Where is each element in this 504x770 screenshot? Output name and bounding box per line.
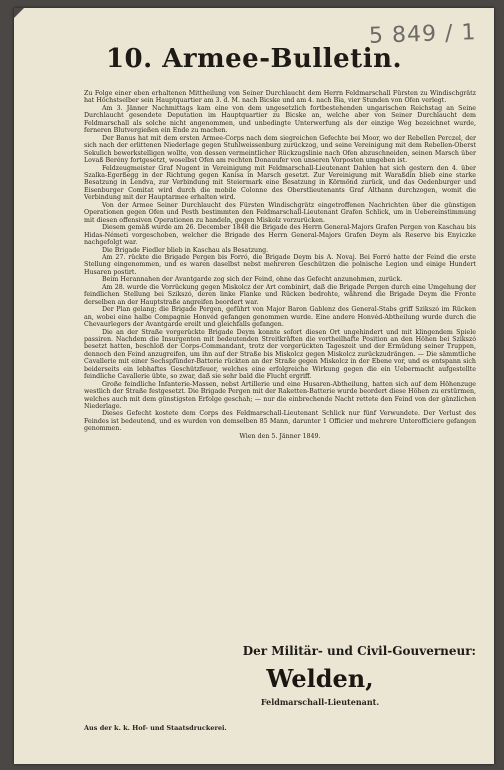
archive-mark: 5 849 / 1 (368, 20, 477, 49)
paragraph: Feldzeugmeister Graf Nugent in Vereinigung mit Feldmarschall-Lieutenant Dahlen hat sich gestern den 4. über Szalka-Egerßegg in der Richtung gegen Kanisa in Marsch gesetzt. Zur Vereinigung mit Waraßdin blieb eine starke Besatzung in Lendva, zur Verbindung mit Steiermark eine Besatzung in Körmönd zurück, und das Oedenburger und Eisenburger Comitat wird durch die mobile Colonne des Oberstlieutenants Graf Althann durchzogen, womit die Verbindung mit der Hauptarmee erhalten wird. (84, 164, 476, 202)
paragraph: Die Brigade Fiedler blieb in Kaschau als Besatzung. (102, 246, 269, 254)
signer-name: Welden, (266, 664, 374, 693)
bulletin-title: 10. Armee-Bulletin. (105, 44, 403, 74)
paragraph: Der Banus hat mit dem ersten Armee-Corps nach dem siegreichen Gefechte bei Moor, wo der Rebellen Perczel, der sich nach der erlittenen Niederlage gegen Stuhlweissenburg zurückzog, und seine Vereinigung mit dem Rebellen-Oberst Sekulich bewerkstelligen wollte, von dessen vermeintlicher Rückzugslinie nach Ofen abzuschneiden, seinen Marsch über Lovaß Berény fortgesetzt, woselbst Ofen am rechten Donauufer von unseren Vorposten umgeben ist. (84, 134, 476, 165)
paragraph: Beim Herannahen der Avantgarde zog sich der Feind, ohne das Gefecht anzunehmen, zurück. (102, 276, 403, 284)
date-line: Wien den 5. Jänner 1849. (239, 432, 321, 440)
paragraph: Dieses Gefecht kostete dem Corps des Feldmarschall-Lieutenant Schlick nur fünf Verwundete. Der Verlust des Feindes ist bedeutend, und es wurden von demselben 85 Mann, darunter 1 Officier und mehrere Unterofficiere gefangen genommen. (84, 410, 476, 433)
paragraph: Zu Folge einer eben erhaltenen Mittheilung von Seiner Durchlaucht dem Herrn Feldmarschall Fürsten zu Windischgrätz hat Höchstselber sein Hauptquartier am 3. d. M. nach Bicske und am 4. nach Bia, vier Stunden von Ofen verlegt. (84, 90, 476, 105)
paragraph: Am 3. Jänner Nachmittags kam eine von dem ungesetzlich fortbestehenden ungarischen Reichstag an Seine Durchlaucht gesendete Deputation im Hauptquartier zu Bicske an, welche aber von Seiner Durchlaucht dem Feldmarschall als solche nicht angenommen, und unbedingte Unterwerfung als der einzige Weg bezeichnet wurde, ferneren Blutvergießen ein Ende zu machen. (84, 104, 476, 135)
paragraph: Die an der Straße vorgerückte Brigade Deym konnte sofort diesen Ort ungehindert und mit klingendem Spiele passiren. Nachdem die Insurgenten mit bedeutenden Streitkräften die vortheilhafte Position an den Höhen bei Szikszó besetzt hatten, beschloß der Corps-Commandant, trotz der vorgerückten Tageszeit und der Ermüdung seiner Truppen, dennoch den Feind anzugreifen, um ihn auf der Straße bis Miskolcz gegen Miskolcz zurückzudrängen. — Die sämmtliche Cavallerie mit einer Sechspfünder-Batterie rückten an der Straße gegen Miskolcz in der Ebene vor, und es entspann sich beiderseits ein lebhaftes Geschützfeuer, welches eine erfolgreiche Wirkung gegen die ein Uebermacht aufgestellte feindliche Cavallerie übte, so zwar, daß sie sehr bald die Flucht ergriff. (84, 328, 476, 381)
paragraph: Diesem gemäß wurde am 26. December 1848 die Brigade des Herrn General-Majors Grafen Pergen von Kaschau bis Hidas-Németi vorgeschoben, welcher die Brigade des Herrn General-Majors Grafen Deym als Reserve bis Enyiczke nachgefolgt war. (84, 224, 476, 247)
paragraph: Am 27. rückte die Brigade Pergen bis Forró, die Brigade Deym bis A. Novaj. Bei Forró hatte der Feind die erste Stellung eingenommen, und es waren daselbst nebst mehreren Geschützen die polnische Legion und einige Hundert Husaren postirt. (84, 253, 476, 276)
paragraph: Am 28. wurde die Vorrückung gegen Miskolcz der Art combinirt, daß die Brigade Pergen durch eine Umgehung der feindlichen Stellung bei Szikszó, deren linke Flanke und Rücken bedrohte, während die Brigade Deym die Fronte derselben an der Hauptstraße angreifen beordert war. (84, 283, 476, 306)
paragraph: Große feindliche Infanterie-Massen, nebst Artillerie und eine Husaren-Abtheilung, hatten sich auf dem Höhenzuge westlich der Straße festgesetzt. Die Brigade Pergen mit der Raketten-Batterie wurde beordert diese Höhen zu erstürmen, welches auch mit dem günstigsten Erfolge geschah; — nur die einbrechende Nacht rettete den Feind von der gänzlichen Niederlage. (84, 380, 476, 411)
signer-rank: Feldmarschall-Lieutenant. (260, 697, 380, 707)
bulletin-body (84, 90, 476, 440)
signature-block (84, 644, 476, 707)
document-sheet (14, 8, 494, 764)
paragraph: Von der Armee Seiner Durchlaucht des Fürsten Windischgrätz eingetroffenen Nachrichten über die günstigen Operationen gegen Ofen und Pesth bestimmten den Feldmarschall-Lieutenant Grafen Schlick, um in Uebereinstimmung mit diesen offensiven Operationen zu handeln, gegen Miskolz vorzurücken. (84, 201, 476, 224)
paragraph: Der Plan gelang; die Brigade Pergen, geführt von Major Baron Gablenz des General-Stabs griff Szikszó im Rücken an, wobei eine halbe Compagnie Honvéd gefangen genommen wurde. Eine andere Honvéd-Abtheilung wurde durch die Chevaurlegers der Avantgarde ereilt und gleichfalls gefangen. (84, 306, 476, 329)
authority-line: Der Militär- und Civil-Gouverneur: (242, 644, 476, 658)
torn-corner (14, 8, 24, 18)
printer-imprint: Aus der k. k. Hof- und Staatsdruckerei. (84, 724, 227, 732)
